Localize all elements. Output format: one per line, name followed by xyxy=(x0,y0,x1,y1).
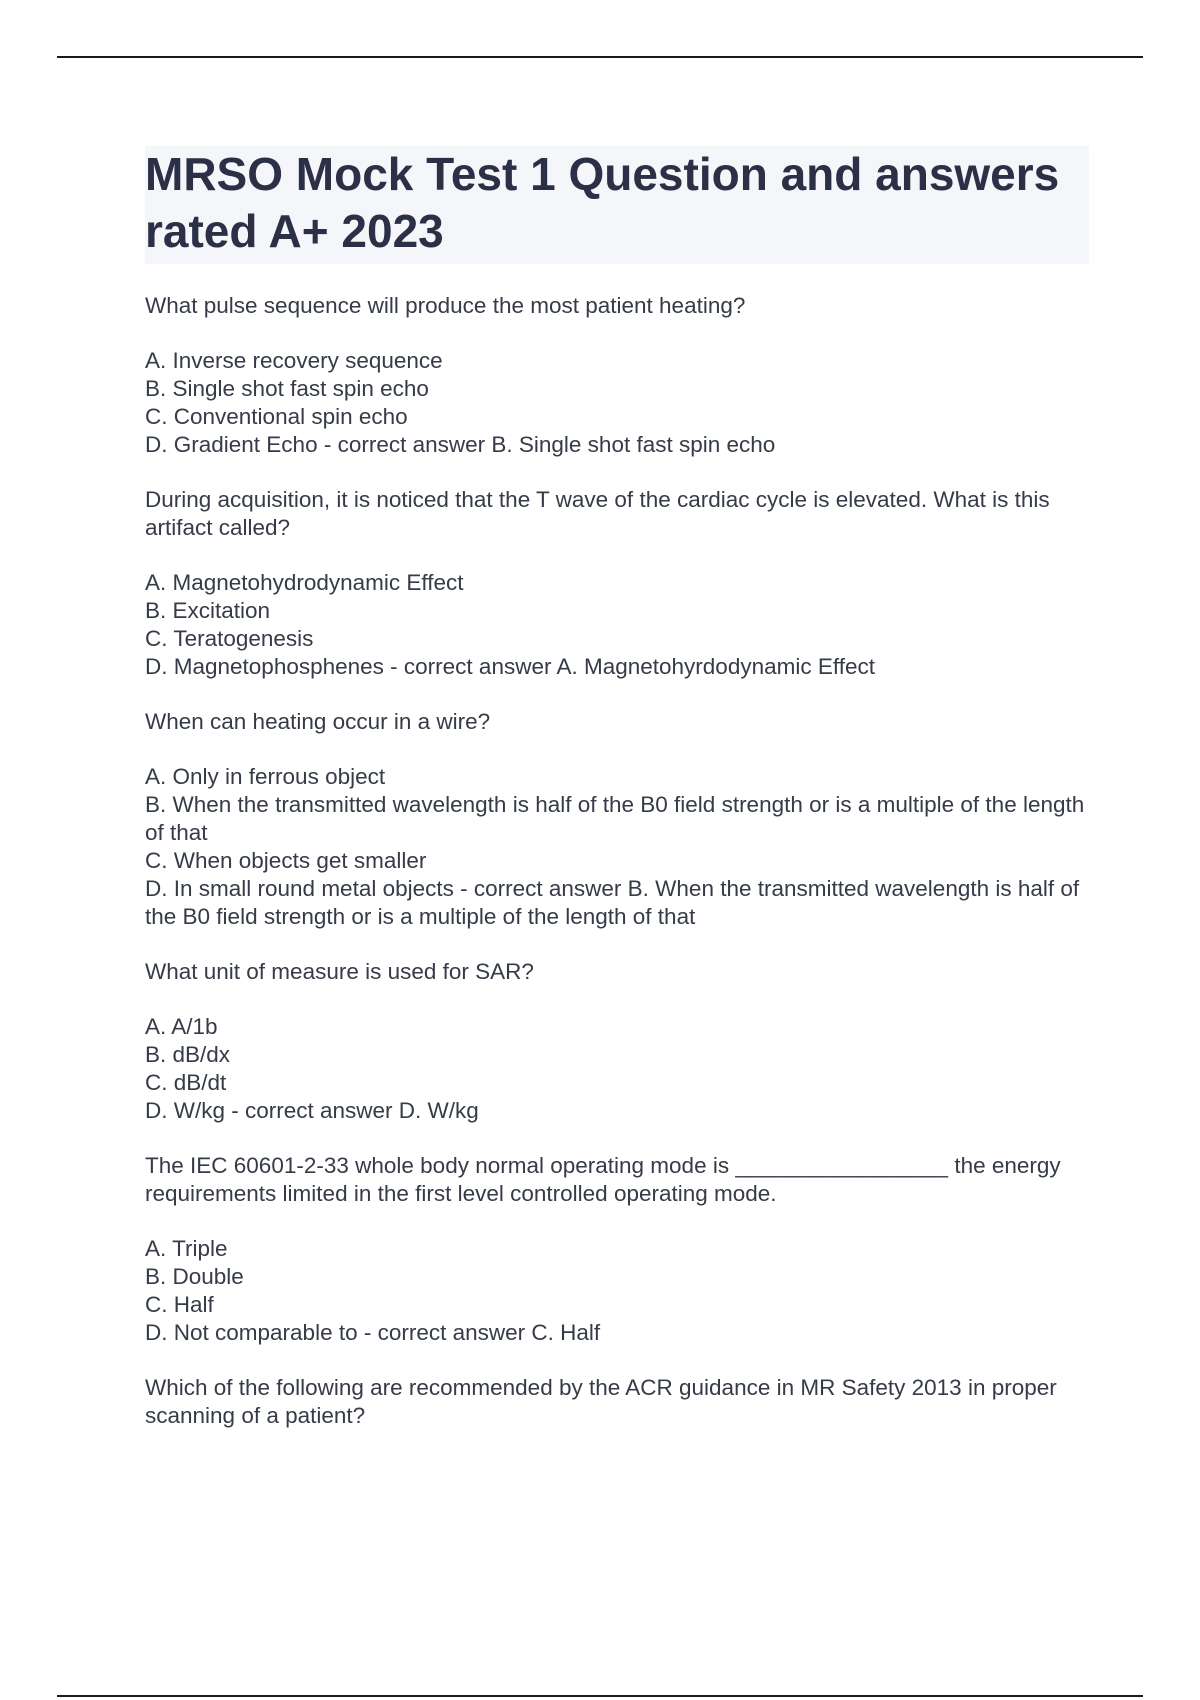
option-d-with-answer: D. Not comparable to - correct answer C. Half xyxy=(145,1320,601,1345)
option-a: A. Only in ferrous object xyxy=(145,764,386,789)
option-c: C. When objects get smaller xyxy=(145,848,427,873)
document-body xyxy=(145,146,1089,1457)
option-a: A. Triple xyxy=(145,1236,228,1261)
document-title: MRSO Mock Test 1 Question and answers rated A+ 2023 xyxy=(145,148,1060,257)
question-text: What unit of measure is used for SAR? xyxy=(145,959,534,984)
option-d-with-answer: D. In small round metal objects - correct answer B. When the transmitted wavelength is half of the B0 field strength or is a multiple of the length of that xyxy=(145,876,1080,929)
option-b: B. dB/dx xyxy=(145,1042,231,1067)
option-list xyxy=(145,1235,1089,1347)
option-d-with-answer: D. Magnetophosphenes - correct answer A. Magnetohyrdodynamic Effect xyxy=(145,654,875,679)
option-d-with-answer: D. W/kg - correct answer D. W/kg xyxy=(145,1098,479,1123)
question-text: During acquisition, it is noticed that the T wave of the cardiac cycle is elevated. What is this artifact called? xyxy=(145,487,1050,540)
option-a: A. Inverse recovery sequence xyxy=(145,348,443,373)
option-list xyxy=(145,1013,1089,1125)
option-c: C. Teratogenesis xyxy=(145,626,314,651)
question-block-1 xyxy=(145,292,1089,459)
question-block-5 xyxy=(145,1152,1089,1347)
option-c: C. dB/dt xyxy=(145,1070,227,1095)
option-a: A. A/1b xyxy=(145,1014,218,1039)
question-block-3 xyxy=(145,708,1089,931)
option-d-with-answer: D. Gradient Echo - correct answer B. Single shot fast spin echo xyxy=(145,432,776,457)
bottom-rule xyxy=(57,1695,1143,1697)
title-box xyxy=(145,146,1089,264)
question-text: Which of the following are recommended by the ACR guidance in MR Safety 2013 in proper scanning of a patient? xyxy=(145,1375,1057,1428)
question-text: The IEC 60601-2-33 whole body normal operating mode is _________________ the energy requirements limited in the first level controlled operating mode. xyxy=(145,1153,1061,1206)
option-b: B. Single shot fast spin echo xyxy=(145,376,429,401)
question-text: What pulse sequence will produce the most patient heating? xyxy=(145,293,746,318)
top-rule xyxy=(57,56,1143,58)
option-b: B. Excitation xyxy=(145,598,271,623)
question-text: When can heating occur in a wire? xyxy=(145,709,491,734)
question-block-4 xyxy=(145,958,1089,1125)
question-block-6 xyxy=(145,1374,1089,1430)
option-b: B. When the transmitted wavelength is half of the B0 field strength or is a multiple of the length of that xyxy=(145,792,1085,845)
option-b: B. Double xyxy=(145,1264,244,1289)
option-a: A. Magnetohydrodynamic Effect xyxy=(145,570,464,595)
question-block-2 xyxy=(145,486,1089,681)
option-c: C. Conventional spin echo xyxy=(145,404,408,429)
option-list xyxy=(145,569,1089,681)
option-c: C. Half xyxy=(145,1292,214,1317)
option-list xyxy=(145,347,1089,459)
option-list xyxy=(145,763,1089,931)
